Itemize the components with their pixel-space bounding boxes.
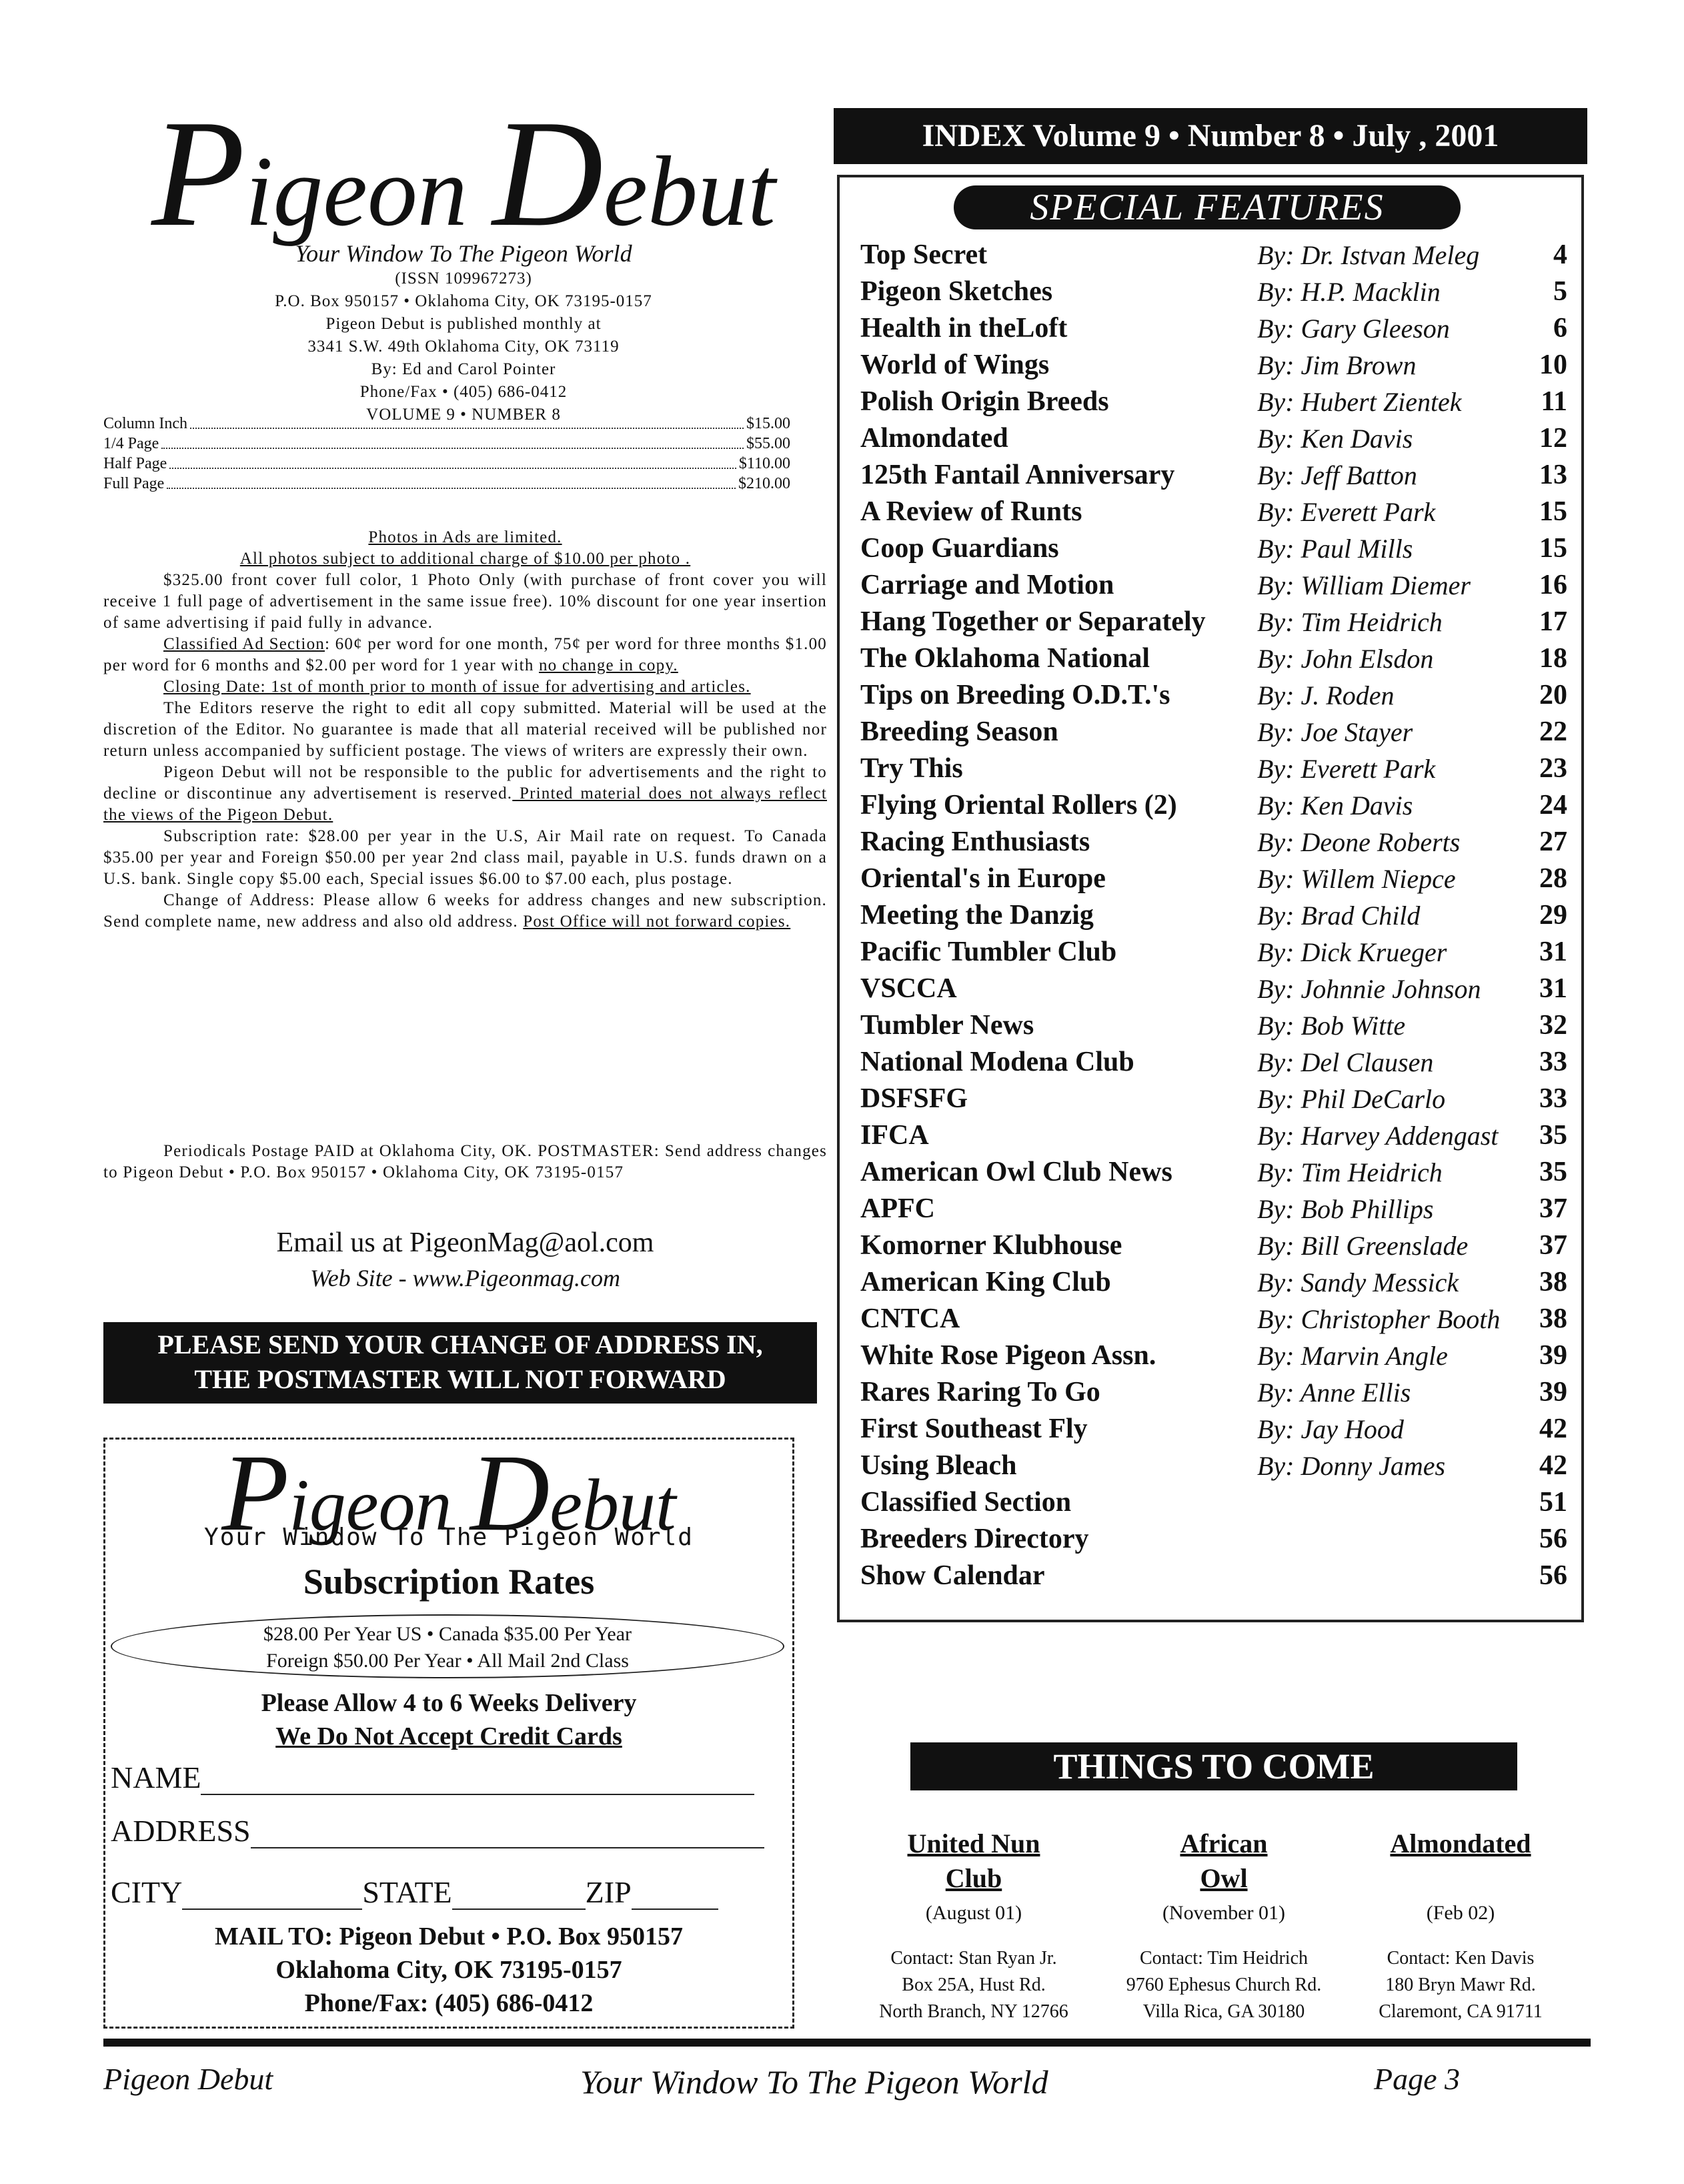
name-label: NAME — [111, 1760, 201, 1794]
coupon-tagline: Your Window To The Pigeon World — [204, 1524, 694, 1551]
index-banner: INDEX Volume 9 • Number 8 • July , 2001 — [834, 108, 1587, 164]
index-entry-title: Breeding Season — [860, 716, 1058, 747]
ad-rate-price: $15.00 — [746, 415, 790, 432]
index-entry — [860, 1117, 1567, 1154]
index-entry-author: By: Deone Roberts — [1257, 827, 1461, 857]
responsibility-note — [103, 762, 827, 826]
masthead-tagline: Your Window To The Pigeon World — [295, 240, 632, 267]
index-entry-author: By: Donny James — [1257, 1451, 1446, 1481]
phone-fax: Phone/Fax • (405) 686-0412 — [359, 383, 568, 401]
event-name-line1: African — [1180, 1828, 1268, 1858]
city-state-zip-field[interactable] — [111, 1874, 718, 1910]
subscription-rates-oval — [111, 1614, 784, 1678]
index-entry-title: Oriental's in Europe — [860, 863, 1106, 894]
index-entry-title: Top Secret — [860, 239, 988, 270]
index-entry-title: Using Bleach — [860, 1450, 1017, 1481]
index-entry-page: 10 — [1539, 350, 1567, 380]
index-entry-author: By: Ken Davis — [1257, 424, 1413, 454]
ad-rate-label: Half Page — [103, 455, 167, 472]
subscription-rate-note: Subscription rate: $28.00 per year in the U.S, Air Mail rate on request. To Canada $35.00 per year and Foreign $50.00 per year 2nd class mail, payable in U.S. funds drawn on a U.S. bank. Single copy $5.00 each, Special issues $6.00 to $7.00 each, plus postage. — [103, 827, 827, 888]
event-contact-line3: Villa Rica, GA 30180 — [1142, 2001, 1305, 2022]
advertising-policy — [103, 527, 827, 933]
ad-rate-label: 1/4 Page — [103, 435, 159, 452]
index-entry-title: American King Club — [860, 1267, 1111, 1297]
index-entry-author: By: Phil DeCarlo — [1257, 1084, 1446, 1114]
index-entry — [860, 567, 1567, 604]
ad-rate-price: $110.00 — [738, 455, 790, 472]
index-entry-title: IFCA — [860, 1120, 929, 1151]
index-entry — [860, 897, 1567, 934]
index-entry-page: 56 — [1539, 1524, 1567, 1554]
leader-dots — [161, 448, 744, 449]
index-entry-page: 39 — [1539, 1340, 1567, 1371]
index-entry-page: 38 — [1539, 1267, 1567, 1297]
index-entry — [860, 494, 1567, 530]
index-entry — [860, 1227, 1567, 1264]
index-entry-author: By: Christopher Booth — [1257, 1304, 1501, 1334]
mailing-address: P.O. Box 950157 • Oklahoma City, OK 73195-0157 — [275, 292, 652, 310]
index-entry — [860, 457, 1567, 494]
index-entry-author: By: Marvin Angle — [1257, 1341, 1448, 1371]
zip-label: ZIP — [585, 1875, 632, 1909]
change-address-text: Change of Address: Please allow 6 weeks for address changes and new subscription. Send complete name, new address and also old address. — [103, 891, 827, 931]
index-entry — [860, 1044, 1567, 1081]
rates-line1: $28.00 Per Year US • Canada $35.00 Per Year — [263, 1623, 632, 1645]
index-entry-title: American Owl Club News — [860, 1157, 1172, 1187]
index-entry-page: 32 — [1539, 1010, 1567, 1041]
index-entry-title: A Review of Runts — [860, 496, 1082, 527]
index-entry-page: 37 — [1539, 1193, 1567, 1224]
index-entry — [860, 384, 1567, 420]
index-entry-title: National Modena Club — [860, 1047, 1134, 1077]
index-entry — [860, 861, 1567, 897]
index-entry-author: By: Willem Niepce — [1257, 864, 1456, 894]
index-entry-author: By: Jeff Batton — [1257, 460, 1417, 490]
index-entry-author: By: Anne Ellis — [1257, 1378, 1411, 1408]
logo-letter-p: P — [151, 88, 245, 258]
index-entry-page: 17 — [1539, 606, 1567, 637]
footer-page-number: Page 3 — [1374, 2062, 1461, 2096]
no-credit-cards-note: We Do Not Accept Credit Cards — [275, 1722, 622, 1750]
no-change-in-copy: no change in copy. — [538, 656, 678, 674]
change-banner-line2: THE POSTMASTER WILL NOT FORWARD — [194, 1364, 726, 1394]
special-features-heading: SPECIAL FEATURES — [954, 185, 1461, 229]
index-entry — [860, 1191, 1567, 1227]
classified-label: Classified Ad Section — [163, 635, 325, 653]
event-name-line1: United Nun — [907, 1828, 1040, 1858]
rates-line2: Foreign $50.00 Per Year • All Mail 2nd Class — [266, 1650, 629, 1672]
index-entry — [860, 1337, 1567, 1374]
index-entry-title: Carriage and Motion — [860, 570, 1114, 600]
masthead — [100, 88, 827, 426]
ad-rate-price: $210.00 — [738, 475, 790, 492]
ad-rate-label: Column Inch — [103, 415, 187, 432]
index-entry-page: 33 — [1539, 1083, 1567, 1114]
index-entry-title: Breeders Directory — [860, 1524, 1089, 1554]
index-entry-author: By: Hubert Zientek — [1257, 387, 1462, 417]
index-entry-page: 22 — [1539, 716, 1567, 747]
index-entry-title: Pacific Tumbler Club — [860, 937, 1117, 967]
index-entry-title: Racing Enthusiasts — [860, 827, 1090, 857]
responsibility-text: Pigeon Debut will not be responsible to the public for advertisements and the right to decline or discontinue any advertisement is reserved. — [103, 763, 827, 802]
index-entry-author: By: Tim Heidrich — [1257, 607, 1443, 637]
event-name-line2: Owl — [1200, 1863, 1248, 1893]
ad-rate-label: Full Page — [103, 475, 165, 492]
index-entry-author: By: William Diemer — [1257, 570, 1471, 600]
index-entry — [860, 714, 1567, 750]
leader-dots — [167, 488, 736, 489]
event-item — [1110, 1826, 1337, 2022]
index-entry-author: By: J. Roden — [1257, 680, 1395, 710]
index-entry — [860, 787, 1567, 824]
index-entry-page: 12 — [1539, 423, 1567, 454]
ad-rates-list — [103, 414, 790, 494]
index-entry-title: Almondated — [860, 423, 1008, 454]
street-address: 3341 S.W. 49th Oklahoma City, OK 73119 — [307, 338, 620, 356]
coupon-logo-word-igeon: igeon — [289, 1464, 452, 1546]
event-contact-line3: Claremont, CA 91711 — [1379, 2001, 1543, 2022]
index-entry-title: Classified Section — [860, 1487, 1072, 1518]
index-entry-title: Show Calendar — [860, 1560, 1045, 1591]
index-entry-title: Coop Guardians — [860, 533, 1059, 564]
index-entry — [860, 347, 1567, 384]
index-entry — [860, 420, 1567, 457]
index-entry — [860, 640, 1567, 677]
event-contact — [847, 1945, 1100, 2025]
ad-rate-row — [103, 414, 790, 434]
index-entry-page: 23 — [1539, 753, 1567, 784]
index-entry-page: 29 — [1539, 900, 1567, 931]
index-entry-author: By: Gary Gleeson — [1257, 314, 1450, 344]
leader-dots — [190, 428, 744, 429]
footer-publication-name: Pigeon Debut — [103, 2062, 273, 2096]
classified-text: : 60¢ per word for one month, 75¢ per word for three months $1.00 per word for 6 months and $2.00 per word for 1 year with — [103, 635, 827, 674]
event-contact — [1334, 1945, 1587, 2025]
index-entry-title: Tips on Breeding O.D.T.'s — [860, 680, 1170, 710]
event-contact-line2: 9760 Ephesus Church Rd. — [1126, 1975, 1322, 1995]
index-entry-author: By: Jim Brown — [1257, 350, 1417, 380]
index-entry-author: By: Del Clausen — [1257, 1047, 1434, 1077]
index-entry — [860, 237, 1567, 274]
address-label: ADDRESS — [111, 1814, 251, 1848]
delivery-notes — [105, 1686, 792, 1753]
change-of-address-banner — [103, 1322, 817, 1404]
index-entry-page: 51 — [1539, 1487, 1567, 1518]
index-entry-title: First Southeast Fly — [860, 1414, 1088, 1444]
classified-ad-section — [103, 634, 827, 676]
index-entry-page: 39 — [1539, 1377, 1567, 1408]
index-entry — [860, 1081, 1567, 1117]
index-entry-page: 6 — [1553, 313, 1567, 344]
index-entry-title: Pigeon Sketches — [860, 276, 1053, 307]
published-note: Pigeon Debut is published monthly at — [325, 315, 602, 333]
index-entry-page: 11 — [1541, 386, 1567, 417]
event-contact — [1097, 1945, 1351, 2025]
index-entry — [860, 1558, 1567, 1594]
index-entry — [860, 530, 1567, 567]
subscription-rates-title: Subscription Rates — [303, 1562, 595, 1602]
index-entry-title: White Rose Pigeon Assn. — [860, 1340, 1156, 1371]
index-entry-page: 18 — [1539, 643, 1567, 674]
periodicals-text: Periodicals Postage PAID at Oklahoma City, OK. POSTMASTER: Send address changes to Pigeon Debut • P.O. Box 950157 • Oklahoma City, OK 73195-0157 — [103, 1142, 827, 1181]
publishers: By: Ed and Carol Pointer — [371, 360, 556, 378]
address-line[interactable] — [251, 1818, 764, 1848]
index-entry-page: 16 — [1539, 570, 1567, 600]
index-entry-page: 4 — [1553, 239, 1567, 270]
event-name — [1110, 1826, 1337, 1896]
event-contact-line2: 180 Bryn Mawr Rd. — [1385, 1975, 1536, 1995]
contact-lines — [103, 1224, 827, 1295]
event-name — [1347, 1826, 1574, 1861]
index-entry-title: DSFSFG — [860, 1083, 968, 1114]
name-line[interactable] — [201, 1764, 754, 1795]
coupon-logo-letter-d: D — [470, 1432, 550, 1554]
change-of-address-note — [103, 890, 827, 933]
state-label: STATE — [362, 1875, 452, 1909]
index-entry-page: 33 — [1539, 1047, 1567, 1077]
index-entry-page: 37 — [1539, 1230, 1567, 1261]
things-to-come-banner: THINGS TO COME — [910, 1742, 1517, 1790]
index-entry-page: 28 — [1539, 863, 1567, 894]
index-entry — [860, 1264, 1567, 1301]
index-entry-author: By: Everett Park — [1257, 754, 1436, 784]
delivery-note: Please Allow 4 to 6 Weeks Delivery — [261, 1689, 637, 1717]
event-date: (August 01) — [925, 1902, 1022, 1924]
index-entry-page: 42 — [1539, 1414, 1567, 1444]
masthead-info — [100, 267, 827, 426]
periodicals-postage-note — [103, 1141, 827, 1183]
index-entry-page: 15 — [1539, 496, 1567, 527]
leader-dots — [169, 468, 736, 469]
state-line[interactable] — [452, 1879, 586, 1910]
post-office-note: Post Office will not forward copies. — [523, 913, 791, 931]
logo-word-igeon: igeon — [245, 136, 468, 247]
index-entry — [860, 750, 1567, 787]
index-entry-author: By: Bob Witte — [1257, 1011, 1406, 1041]
index-entry-author: By: Bill Greenslade — [1257, 1231, 1469, 1261]
index-entry — [860, 1154, 1567, 1191]
index-entry-author: By: Everett Park — [1257, 497, 1436, 527]
event-item — [860, 1826, 1087, 2022]
index-entry-author: By: Bob Phillips — [1257, 1194, 1434, 1224]
index-entry — [860, 1007, 1567, 1044]
index-entry — [860, 1301, 1567, 1337]
index-entry-author: By: Harvey Addengast — [1257, 1121, 1499, 1151]
index-entry-author: By: Joe Stayer — [1257, 717, 1413, 747]
coupon-logo-letter-p: P — [221, 1432, 289, 1554]
index-entry-author: By: Paul Mills — [1257, 534, 1413, 564]
index-entry-title: World of Wings — [860, 350, 1050, 380]
zip-line[interactable] — [632, 1879, 718, 1910]
index-entry-title: Flying Oriental Rollers (2) — [860, 790, 1177, 821]
index-entry-author: By: Tim Heidrich — [1257, 1157, 1443, 1187]
event-contact-line1: Contact: Tim Heidrich — [1140, 1948, 1308, 1969]
index-entry-author: By: Jay Hood — [1257, 1414, 1404, 1444]
index-entry-page: 35 — [1539, 1120, 1567, 1151]
city-line[interactable] — [182, 1879, 362, 1910]
index-entry-page: 5 — [1553, 276, 1567, 307]
index-entry-author: By: Sandy Messick — [1257, 1267, 1459, 1297]
index-entry — [860, 1521, 1567, 1558]
index-entry-author: By: John Elsdon — [1257, 644, 1434, 674]
website-line[interactable]: Web Site - www.Pigeonmag.com — [310, 1265, 620, 1291]
index-entry-title: Hang Together or Separately — [860, 606, 1206, 637]
index-entry-page: 56 — [1539, 1560, 1567, 1591]
index-entry-page: 38 — [1539, 1303, 1567, 1334]
ad-rate-row — [103, 454, 790, 474]
index-entry-author: By: H.P. Macklin — [1257, 277, 1441, 307]
index-entry — [860, 1411, 1567, 1448]
index-entry-page: 13 — [1539, 460, 1567, 490]
index-entry-title: APFC — [860, 1193, 935, 1224]
event-name-line1: Almondated — [1390, 1828, 1531, 1858]
email-line[interactable]: Email us at PigeonMag@aol.com — [276, 1227, 654, 1258]
mail-to-line2: Oklahoma City, OK 73195-0157 — [275, 1956, 622, 1984]
footer-rule — [103, 2039, 1591, 2047]
index-entry — [860, 934, 1567, 971]
mail-to-line1: MAIL TO: Pigeon Debut • P.O. Box 950157 — [215, 1923, 683, 1951]
index-entry — [860, 310, 1567, 347]
photos-title: Photos in Ads are limited. — [368, 528, 562, 546]
index-entry — [860, 1374, 1567, 1411]
index-entry-page: 35 — [1539, 1157, 1567, 1187]
ad-rate-row — [103, 434, 790, 454]
event-contact-line1: Contact: Ken Davis — [1387, 1948, 1535, 1969]
address-field[interactable] — [111, 1813, 764, 1848]
printed-material-note: Printed material does not always reflect the views of the Pigeon Debut. — [103, 784, 827, 824]
index-entry-page: 31 — [1539, 973, 1567, 1004]
ad-rate-price: $55.00 — [746, 435, 790, 452]
index-entry — [860, 274, 1567, 310]
index-entry-title: VSCCA — [860, 973, 957, 1004]
change-banner-line1: PLEASE SEND YOUR CHANGE OF ADDRESS IN, — [157, 1329, 763, 1359]
index-entry — [860, 824, 1567, 861]
event-name-line2: Club — [945, 1863, 1002, 1893]
mail-to-line3: Phone/Fax: (405) 686-0412 — [304, 1989, 594, 2017]
name-field[interactable] — [111, 1760, 754, 1795]
mail-to-block — [105, 1920, 792, 2020]
index-entry-author: By: Ken Davis — [1257, 790, 1413, 821]
index-entry-title: Meeting the Danzig — [860, 900, 1094, 931]
index-entry-title: Rares Raring To Go — [860, 1377, 1100, 1408]
index-entry-title: CNTCA — [860, 1303, 960, 1334]
city-label: CITY — [111, 1875, 183, 1909]
volume-number: VOLUME 9 • NUMBER 8 — [366, 406, 561, 424]
index-entry-author: By: Brad Child — [1257, 901, 1421, 931]
index-entry-page: 24 — [1539, 790, 1567, 821]
index-entry-title: Polish Origin Breeds — [860, 386, 1109, 417]
index-entry-page: 31 — [1539, 937, 1567, 967]
photos-charge: All photos subject to additional charge of $10.00 per photo . — [239, 550, 691, 568]
editors-note: The Editors reserve the right to edit all copy submitted. Material will be used at the discretion of the Editor. No guarantee is made that all material received will be published nor return unless accompanied by sufficient postage. The views of writers are expressly their own. — [103, 699, 827, 760]
index-entry-title: 125th Fantail Anniversary — [860, 460, 1175, 490]
index-entry-page: 15 — [1539, 533, 1567, 564]
features-list — [860, 237, 1567, 1594]
index-entry-page: 20 — [1539, 680, 1567, 710]
issn: (ISSN 109967273) — [395, 269, 532, 288]
footer-tagline: Your Window To The Pigeon World — [580, 2063, 1048, 2101]
index-entry-title: Tumbler News — [860, 1010, 1034, 1041]
front-cover-offer: $325.00 front cover full color, 1 Photo Only (with purchase of front cover you will receive 1 full page of advertisement in the same issue free). 10% discount for one year insertion of same advertising if paid fully in advance. — [103, 571, 827, 632]
index-entry-page: 27 — [1539, 827, 1567, 857]
index-entry — [860, 971, 1567, 1007]
index-entry-title: The Oklahoma National — [860, 643, 1150, 674]
index-entry-page: 42 — [1539, 1450, 1567, 1481]
coupon-logo-word-ebut: ebut — [550, 1464, 676, 1546]
event-date: (Feb 02) — [1426, 1902, 1495, 1924]
index-entry-author: By: Dick Krueger — [1257, 937, 1447, 967]
closing-date: Closing Date: 1st of month prior to month of issue for advertising and articles. — [163, 678, 751, 696]
index-entry-author: By: Johnnie Johnson — [1257, 974, 1481, 1004]
logo-letter-d: D — [492, 88, 604, 258]
index-entry-title: Health in theLoft — [860, 313, 1068, 344]
ad-rate-row — [103, 474, 790, 494]
index-entry-title: Komorner Klubhouse — [860, 1230, 1122, 1261]
event-item — [1347, 1826, 1574, 2022]
index-entry — [860, 604, 1567, 640]
event-name — [860, 1826, 1087, 1896]
event-contact-line3: North Branch, NY 12766 — [879, 2001, 1068, 2022]
event-contact-line1: Contact: Stan Ryan Jr. — [890, 1948, 1057, 1969]
index-entry-title: Try This — [860, 753, 963, 784]
subscription-coupon — [103, 1432, 794, 2029]
index-entry — [860, 1484, 1567, 1521]
logo-word-ebut: ebut — [603, 136, 776, 247]
event-date: (November 01) — [1162, 1902, 1286, 1924]
event-contact-line2: Box 25A, Hust Rd. — [902, 1975, 1046, 1995]
index-entry-author: By: Dr. Istvan Meleg — [1257, 240, 1480, 270]
index-entry — [860, 1448, 1567, 1484]
index-entry — [860, 677, 1567, 714]
